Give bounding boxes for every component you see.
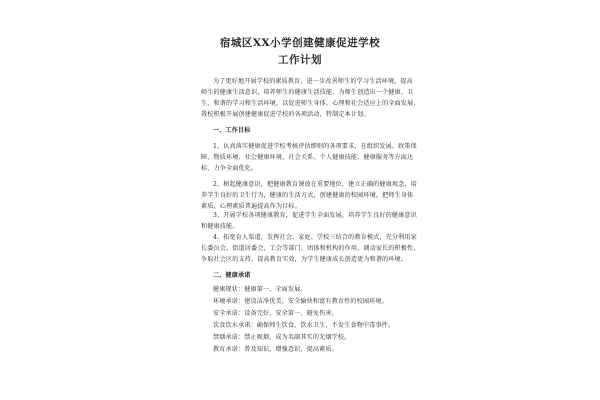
paragraph-line: 长委员会、街道居委会、工会等部门、团体和机构的作用，调动家长的积极性， xyxy=(201,245,420,252)
paragraph-line: 1、认真落实健康促进学校考核评估细则的各项要求，在组织发展、政策保 xyxy=(213,143,417,150)
paragraph-line: 素质、心理素质普遍提高作为目标。 xyxy=(201,203,301,210)
paragraph-line: 4、拓宽育人渠道，发挥社会、家庭、学校三结合的教育模式，充分利用家 xyxy=(213,234,417,241)
paragraph-line: 3、开展学校各项健康教育，促进学生全面发展，培养学生良好的健康意识 xyxy=(213,212,417,219)
paragraph-line: 和健康技能。 xyxy=(201,223,239,230)
paragraph-line: 障、物质环境、社会健康环境、社会关系、个人健康技能、健康服务等方面达 xyxy=(201,154,414,161)
commitment-item: 饮食饮水承诺：确保师生饮食、饮水卫生，不发生食物中毒事件。 xyxy=(213,322,395,329)
document-title: 宿城区XX小学创建健康促进学校 xyxy=(219,37,381,49)
paragraph-line: 师生的健康生活意识，培养师生的健康生活技能，为师生创造出一个健康、卫 xyxy=(201,89,414,96)
paragraph-line: 生、和谐的学习和生活环境，以促进师生身体、心理和社会适应上的全面发展， xyxy=(201,100,420,107)
paragraph-line: 标，力争全面优化。 xyxy=(201,165,258,172)
document-subtitle: 工作计划 xyxy=(278,54,322,66)
paragraph-line: 养学生良好的卫生行为，健康的生活方式，创建健康的校园环境，把师生身体 xyxy=(201,192,414,199)
paragraph-line: 为了更好地开展学校的素质教育，进一步改善师生的学习生活环境，提高 xyxy=(213,78,413,85)
paragraph-line: 我校积极开展创建健康促进学校的各项活动，特制定本计划。 xyxy=(201,111,370,118)
commitment-item: 安全承诺：设备完好，安全第一，避免伤害。 xyxy=(213,310,338,317)
section-heading: 一、工作目标 xyxy=(213,127,251,134)
section-heading: 二、健康承诺 xyxy=(213,272,251,279)
commitment-item: 健康现状：健康第一，全面发展。 xyxy=(213,286,307,293)
paragraph-line: 2、树起健康意识，把健康教育课放在重要地位，建立正确的健康观念，培 xyxy=(213,181,417,188)
commitment-item: 教育承诺：普及知识，增强意识，提高素质。 xyxy=(213,346,338,353)
commitment-item: 环境承诺：建设洁净优美、安全愉快和富有教育性的校园环境。 xyxy=(213,298,388,305)
paragraph-line: 争取社会区的支持，提高教育实效，为学生健康成长创造更为和谐的环境。 xyxy=(201,256,408,263)
commitment-item: 禁烟承诺：禁止吸烟，成为名副其实的无烟学校。 xyxy=(213,334,351,341)
